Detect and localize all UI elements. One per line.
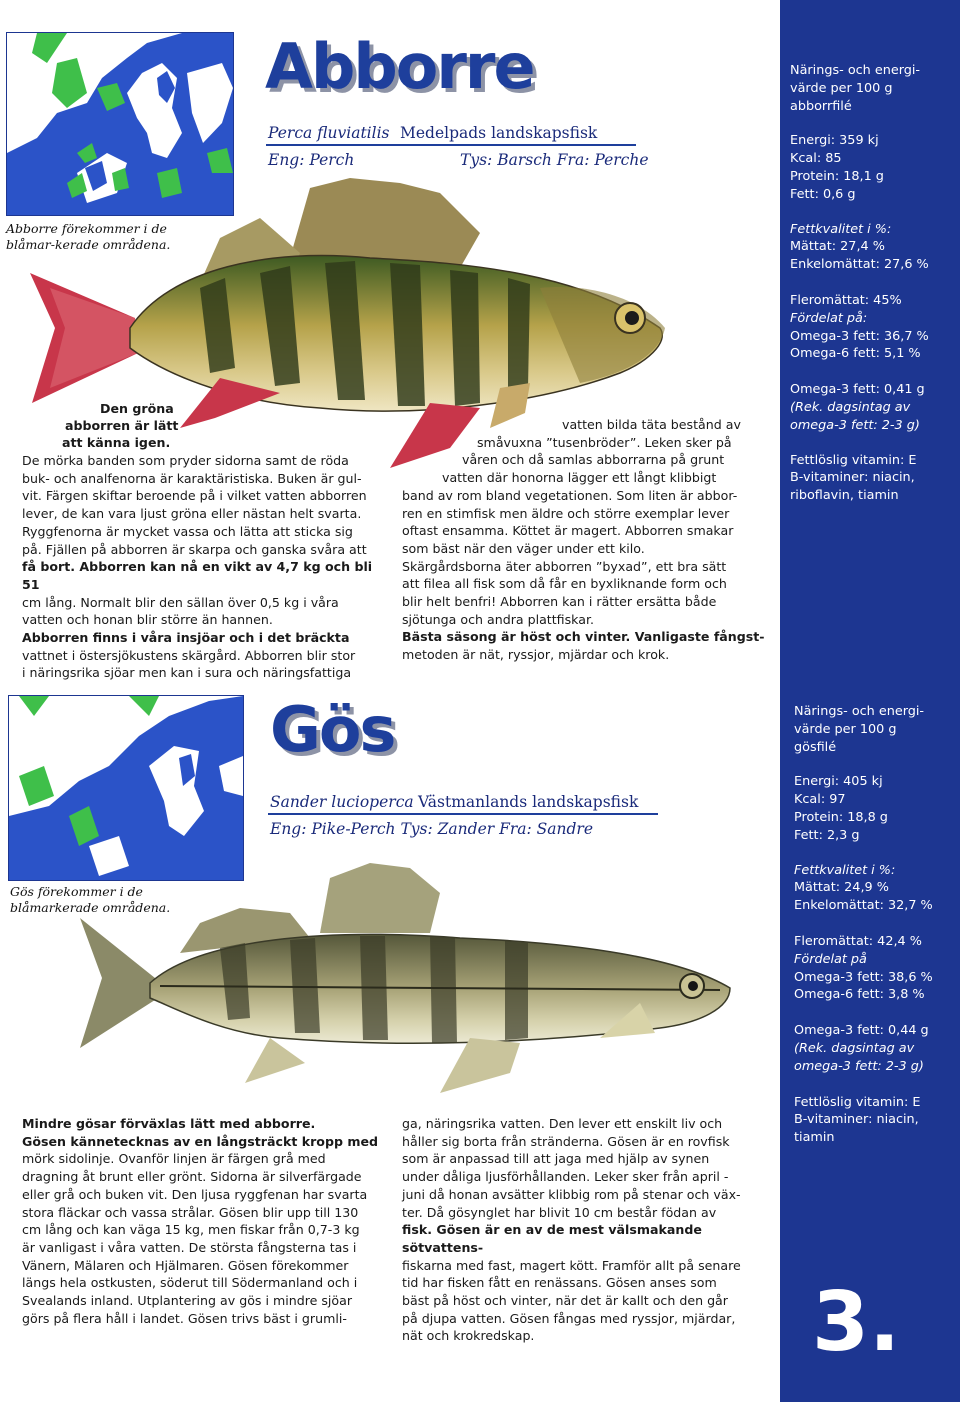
text-line: på. Fjällen på abborren är skarpa och ganska svåra att bbox=[22, 541, 367, 557]
nutrition-heading: abborrfilé bbox=[790, 98, 852, 114]
text-line: Gösen kännetecknas av en långsträckt kropp med bbox=[22, 1133, 379, 1149]
text-line: oftast ensamma. Köttet är magert. Abborren smakar bbox=[402, 523, 734, 539]
english-name: Eng: Perch bbox=[268, 151, 355, 169]
text-line: nät och krokredskap. bbox=[402, 1328, 535, 1344]
recommendation: omega-3 fett: 2-3 g) bbox=[790, 417, 920, 433]
gos-title: Gös bbox=[270, 693, 395, 766]
text-line: längs hela ostkusten, söderut till Södermanland och i bbox=[22, 1275, 358, 1291]
abborre-latin-name bbox=[268, 124, 390, 142]
fat-quality-heading: Fettkvalitet i %: bbox=[790, 221, 892, 237]
zander-illustration bbox=[80, 848, 740, 1098]
text-line: Skärgårdsborna äter abborren ”byxad”, ett bra sätt bbox=[402, 558, 727, 574]
text-line: få bort. Abborren kan nå en vikt av 4,7 kg och bli 51 bbox=[22, 559, 373, 592]
text-line: fisk. Gösen är en av de mest välsmakande sötvattens- bbox=[402, 1222, 702, 1255]
text-line: vatten och honan blir större än hannen. bbox=[22, 612, 273, 628]
vitamin-line: B-vitaminer: niacin, bbox=[794, 1112, 919, 1128]
text-line: blir helt benfri! Abborren kan i rätter ersätta både bbox=[402, 594, 717, 610]
text-line: Ryggfenorna är mycket vassa och lätta att sticka sig bbox=[22, 523, 353, 539]
gos-other-names bbox=[270, 820, 593, 838]
abborre-text-right bbox=[402, 416, 772, 664]
text-line: vatten bilda täta bestånd av bbox=[562, 417, 741, 432]
text-line: Bästa säsong är höst och vinter. Vanligaste fångst- bbox=[402, 629, 765, 645]
text-line: stora fläckar och vassa strålar. Gösen blir upp till 130 bbox=[22, 1204, 359, 1220]
abborre-intro bbox=[100, 400, 230, 418]
text-line: i näringsrika sjöar men kan i sura och näringsfattiga bbox=[22, 665, 352, 681]
text-line: metoden är nät, ryssjor, mjärdar och krok. bbox=[402, 647, 670, 663]
title-rule bbox=[266, 144, 636, 146]
title-rule bbox=[268, 813, 658, 815]
abborre-intro-2 bbox=[65, 417, 178, 435]
intro-line: att känna igen. bbox=[62, 435, 171, 450]
fat-quality-heading: Fettkvalitet i %: bbox=[794, 862, 896, 878]
gos-province: Västmanlands landskapsfisk bbox=[418, 793, 639, 811]
omega6-percent: Omega-6 fett: 3,8 % bbox=[794, 987, 925, 1003]
omega3-grams: Omega-3 fett: 0,44 g bbox=[794, 1023, 929, 1039]
text-line: våren och då samlas abborrarna på grunt bbox=[462, 452, 725, 468]
latin-name: Perca fluviatilis bbox=[268, 124, 390, 142]
nutrition-heading: Närings- och energi- bbox=[790, 63, 921, 78]
foreign-names: Eng: Pike-Perch Tys: Zander Fra: Sandre bbox=[270, 820, 593, 838]
text-line: småvuxna ”tusenbröder”. Leken sker på bbox=[477, 434, 732, 450]
polyunsaturated-value: Fleromättat: 45% bbox=[790, 292, 902, 308]
monounsaturated-value: Enkelomättat: 27,6 % bbox=[790, 257, 929, 273]
distribution-heading: Fördelat på: bbox=[790, 310, 868, 326]
recommendation: (Rek. dagsintag av bbox=[794, 1040, 915, 1056]
abborre-province: Medelpads landskapsfisk bbox=[400, 124, 598, 142]
abborre-other-names bbox=[460, 151, 649, 169]
text-line: bäst på höst och vinter, när det är kallt och den går bbox=[402, 1293, 728, 1309]
abborre-title: Abborre bbox=[265, 30, 534, 103]
text-line: dragning åt brunt eller grönt. Sidorna är silverfärgade bbox=[22, 1169, 362, 1185]
vitamin-line: tiamin bbox=[794, 1130, 835, 1146]
gos-text-left bbox=[22, 1115, 392, 1327]
energy-value: Energi: 359 kj bbox=[790, 133, 879, 149]
text-line: juni då honan avsätter klibbig rom på stenar och väx- bbox=[402, 1186, 741, 1202]
kcal-value: Kcal: 85 bbox=[790, 151, 842, 167]
vitamin-line: B-vitaminer: niacin, bbox=[790, 470, 915, 486]
german-french-names: Tys: Barsch Fra: Perche bbox=[460, 151, 649, 169]
polyunsaturated-value: Fleromättat: 42,4 % bbox=[794, 933, 922, 949]
text-line: vatten där honorna lägger ett långt klibbigt bbox=[442, 470, 717, 486]
text-line: Svealands inland. Utplantering av gös i mindre sjöar bbox=[22, 1293, 353, 1309]
text-line: buk- och analfenorna är karaktäristiska. Buken är gul- bbox=[22, 470, 362, 486]
fat-value: Fett: 0,6 g bbox=[790, 186, 856, 202]
nutrition-heading: värde per 100 g bbox=[794, 721, 897, 737]
omega3-grams: Omega-3 fett: 0,41 g bbox=[790, 382, 925, 398]
text-line: är vanligast i våra vatten. De största fångsterna tas i bbox=[22, 1239, 357, 1255]
vitamin-line: riboflavin, tiamin bbox=[790, 488, 899, 504]
text-line: på djupa vatten. Gösen fångas med ryssjor, mjärdar, bbox=[402, 1310, 736, 1326]
omega6-percent: Omega-6 fett: 5,1 % bbox=[790, 346, 921, 362]
text-line: fiskarna med fast, magert kött. Framför allt på senare bbox=[402, 1257, 741, 1273]
vitamin-line: Fettlöslig vitamin: E bbox=[794, 1094, 921, 1110]
recommendation: (Rek. dagsintag av bbox=[790, 399, 911, 415]
page-number: 3. bbox=[812, 1275, 901, 1370]
omega3-percent: Omega-3 fett: 38,6 % bbox=[794, 969, 933, 985]
text-line: eller grå och buken vit. Den ljusa ryggfenan har svarta bbox=[22, 1186, 368, 1202]
monounsaturated-value: Enkelomättat: 32,7 % bbox=[794, 898, 933, 914]
saturated-value: Mättat: 27,4 % bbox=[790, 239, 885, 255]
text-line: görs på flera håll i landet. Gösen trivs bäst i grumli- bbox=[22, 1310, 347, 1326]
gos-latin-name bbox=[270, 793, 414, 811]
distribution-heading: Fördelat på bbox=[794, 951, 867, 967]
nutrition-heading: värde per 100 g bbox=[790, 80, 893, 96]
kcal-value: Kcal: 97 bbox=[794, 792, 846, 808]
text-line: ter. Då gösynglet har blivit 10 cm består födan av bbox=[402, 1204, 717, 1220]
text-line: vit. Färgen skiftar beroende på i vilket vatten abborren bbox=[22, 488, 367, 504]
text-line: vattnet i östersjökustens skärgård. Abborren blir stor bbox=[22, 647, 356, 663]
text-line: cm lång och kan väga 15 kg, men fiskar från 0,7-3 kg bbox=[22, 1222, 360, 1238]
abborre-map-caption: Abborre förekommer i de blåmar-kerade områdena. bbox=[6, 221, 171, 252]
nutrition-heading: Närings- och energi- bbox=[794, 704, 925, 719]
latin-name: Sander lucioperca bbox=[270, 793, 414, 811]
text-line: ga, näringsrika vatten. Den lever ett enskilt liv och bbox=[402, 1116, 723, 1131]
saturated-value: Mättat: 24,9 % bbox=[794, 880, 889, 896]
text-line: De mörka banden som pryder sidorna samt de röda bbox=[22, 453, 349, 468]
text-line: håller sig borta från stränderna. Gösen är en rovfisk bbox=[402, 1133, 730, 1149]
text-line: att filea all fisk som då får en byxliknande form och bbox=[402, 576, 727, 592]
gos-nutrition bbox=[794, 703, 954, 1147]
text-line: ren en stimfisk men äldre och större exemplar lever bbox=[402, 505, 730, 521]
protein-value: Protein: 18,8 g bbox=[794, 809, 888, 825]
abborre-nutrition bbox=[790, 62, 955, 505]
fat-value: Fett: 2,3 g bbox=[794, 827, 860, 843]
abborre-intro-3 bbox=[62, 434, 170, 452]
omega3-percent: Omega-3 fett: 36,7 % bbox=[790, 328, 929, 344]
text-line: som bäst när den väger under ett kilo. bbox=[402, 540, 645, 556]
intro-line: abborren är lätt bbox=[65, 418, 179, 433]
text-line: under dåliga ljusförhållanden. Leker sker från april - bbox=[402, 1169, 729, 1185]
text-line: cm lång. Normalt blir den sällan över 0,5 kg i våra bbox=[22, 594, 339, 610]
intro-line: Den gröna bbox=[100, 401, 174, 416]
abborre-text-left bbox=[22, 452, 382, 682]
text-line: Abborren finns i våra insjöar och i det bräckta bbox=[22, 630, 350, 646]
vitamin-line: Fettlöslig vitamin: E bbox=[790, 452, 917, 468]
text-line: tid har fisken fått en renässans. Gösen anses som bbox=[402, 1275, 717, 1291]
protein-value: Protein: 18,1 g bbox=[790, 168, 884, 184]
text-line: mörk sidolinje. Ovanför linjen är färgen grå med bbox=[22, 1151, 326, 1167]
text-line: som är anpassad till att jaga med hjälp av synen bbox=[402, 1151, 710, 1167]
gos-text-right bbox=[402, 1115, 772, 1345]
text-line: Mindre gösar förväxlas lätt med abborre. bbox=[22, 1116, 316, 1131]
nutrition-heading: gösfilé bbox=[794, 739, 837, 755]
recommendation: omega-3 fett: 2-3 g) bbox=[794, 1058, 924, 1074]
energy-value: Energi: 405 kj bbox=[794, 774, 883, 790]
text-line: lever, de kan vara ljust gröna eller nästan helt svarta. bbox=[22, 506, 362, 522]
text-line: Vänern, Mälaren och Hjälmaren. Gösen förekommer bbox=[22, 1257, 349, 1273]
text-line: band av rom bland vegetationen. Som liten är abbor- bbox=[402, 487, 738, 503]
gos-map-caption: Gös förekommer i de blåmarkerade områdena. bbox=[10, 884, 171, 915]
text-line: sjötunga och andra plattfiskar. bbox=[402, 611, 594, 627]
abborre-english-name bbox=[268, 151, 354, 169]
